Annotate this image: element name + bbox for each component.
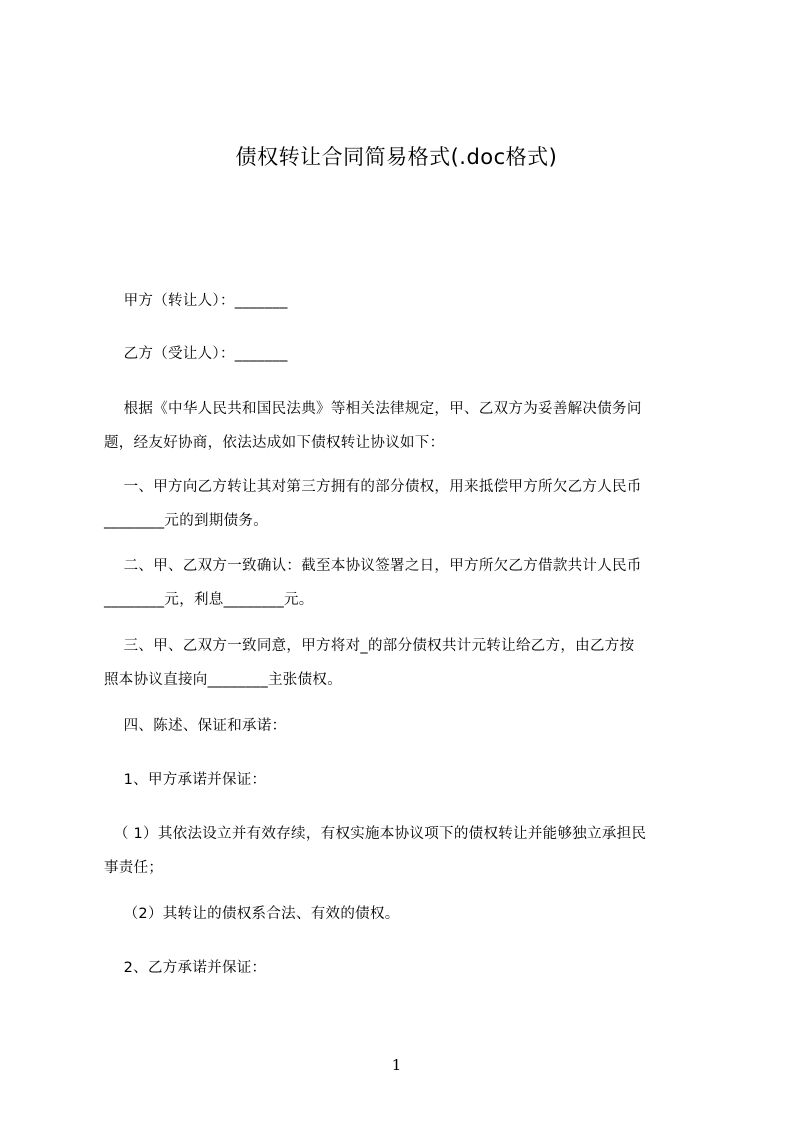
clause-3-paragraph	[104, 629, 708, 697]
preamble-paragraph	[104, 392, 708, 460]
text-line: 1、甲方承诺并保证：	[104, 772, 267, 788]
party-a-line	[104, 284, 708, 318]
party-b-line	[104, 337, 708, 371]
text-line: 四、陈述、保证和承诺：	[104, 718, 287, 734]
clause-1-paragraph	[104, 470, 708, 538]
text-line: 一、甲方向乙方转让其对第三方拥有的部分债权，用来抵偿甲方所欠乙方人民币	[104, 479, 642, 495]
text-line: （ 1）其依法设立并有效存续，有权实施本协议项下的债权转让并能够独立承担民	[104, 826, 647, 842]
text-line: 题，经友好协商，依法达成如下债权转让协议如下：	[104, 435, 445, 451]
page-number: 1	[391, 1056, 402, 1074]
text-line: 乙方（受让人）：_______	[104, 346, 288, 362]
clause-4-2-heading	[104, 951, 708, 985]
text-line: 二、甲、乙双方一致确认：截至本协议签署之日，甲方所欠乙方借款共计人民币	[104, 558, 642, 574]
text-line: 照本协议直接向________主张债权。	[104, 672, 342, 688]
clause-4-1-heading	[104, 763, 708, 797]
text-line: 根据《中华人民共和国民法典》等相关法律规定，甲、乙双方为妥善解决债务问	[104, 401, 642, 417]
text-line: 2、乙方承诺并保证：	[104, 960, 267, 976]
text-line: 甲方（转让人）：_______	[104, 293, 288, 309]
clause-4-heading	[104, 709, 708, 743]
text-line: ________元的到期债务。	[104, 513, 268, 529]
text-line: 三、甲、乙双方一致同意，甲方将对_的部分债权共计元转让给乙方，由乙方按	[104, 638, 635, 654]
document-title: 债权转让合同简易格式(.doc格式)	[235, 145, 558, 169]
text-line: （2）其转让的债权系合法、有效的债权。	[104, 906, 400, 922]
text-line: 事责任；	[104, 860, 164, 876]
clause-4-1-1-paragraph	[104, 817, 708, 885]
clause-4-1-2-paragraph	[104, 897, 708, 931]
text-line: ________元，利息________元。	[104, 592, 314, 608]
clause-2-paragraph	[104, 549, 708, 617]
